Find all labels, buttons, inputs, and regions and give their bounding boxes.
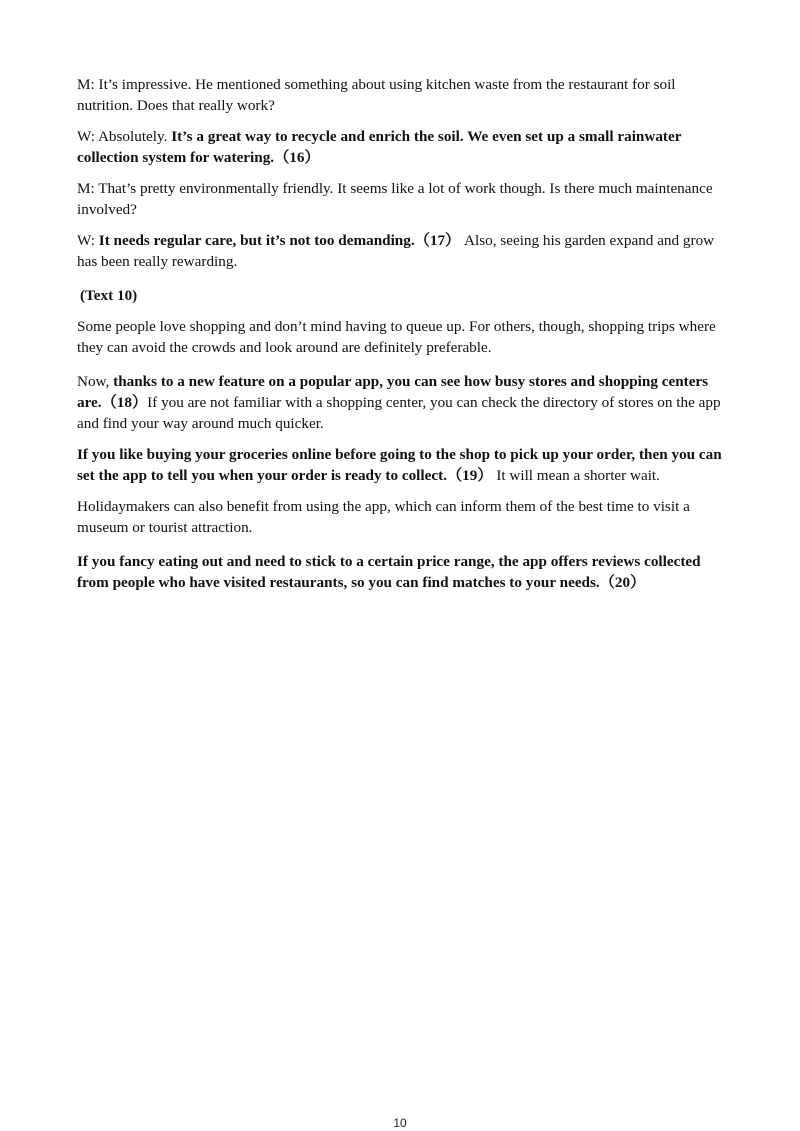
paragraph-dialogue-w-1 [77,126,727,168]
paragraph-text: Holidaymakers can also benefit from using the app, which can inform them of the best time to visit a museum or tourist attraction. [77,498,690,536]
paragraph-dialogue-m-1 [77,74,727,116]
question-marker: （18） [101,394,148,411]
question-marker: （19） [446,467,493,484]
question-marker: （17） [414,232,461,249]
paragraph-text: Some people love shopping and don’t mind having to queue up. For others, though, shopping trips where they can avoid the crowds and look around are definitely preferable. [77,318,716,356]
paragraph-tail: Also, seeing his garden expand and grow has been really rewarding. [77,232,715,270]
paragraph-app-feature [77,371,727,434]
answer-highlight: If you like buying your groceries online before going to the shop to pick up your order, then you can set the app to tell you when your order is ready to collect. [77,446,722,484]
section-heading: (Text 10) [80,287,138,304]
paragraph-holidaymakers [77,496,727,538]
speaker-lead: W: [77,232,99,249]
paragraph-tail: If you are not familiar with a shopping center, you can check the directory of stores on the app and find your way around much quicker. [77,394,721,432]
paragraph-text: M: That’s pretty environmentally friendly. It seems like a lot of work though. Is there much maintenance involved? [77,180,713,218]
question-marker: （16） [274,149,320,166]
paragraph-eating-out [77,551,727,593]
speaker-lead: W: Absolutely. [77,128,172,145]
answer-highlight: It’s a great way to recycle and enrich the soil. We even set up a small rainwater collection system for watering. [77,128,682,166]
answer-highlight: thanks to a new feature on a popular app, you can see how busy stores and shopping centers are. [77,373,709,411]
paragraph-dialogue-m-2 [77,178,727,220]
paragraph-lead: Now, [77,373,114,390]
paragraph-tail: It will mean a shorter wait. [492,467,660,484]
answer-highlight: If you fancy eating out and need to stick to a certain price range, the app offers reviews collected from people who have visited restaurants, so you can find matches to your needs. [77,553,701,591]
answer-highlight: It needs regular care, but it’s not too demanding. [98,232,415,249]
document-body [77,74,727,593]
question-marker: （20） [599,574,646,591]
page-number: 10 [393,1116,407,1130]
paragraph-text: M: It’s impressive. He mentioned something about using kitchen waste from the restaurant for soil nutrition. Does that really work? [77,76,676,114]
paragraph-intro [77,316,727,358]
paragraph-dialogue-w-2 [77,230,727,272]
paragraph-groceries [77,444,727,486]
